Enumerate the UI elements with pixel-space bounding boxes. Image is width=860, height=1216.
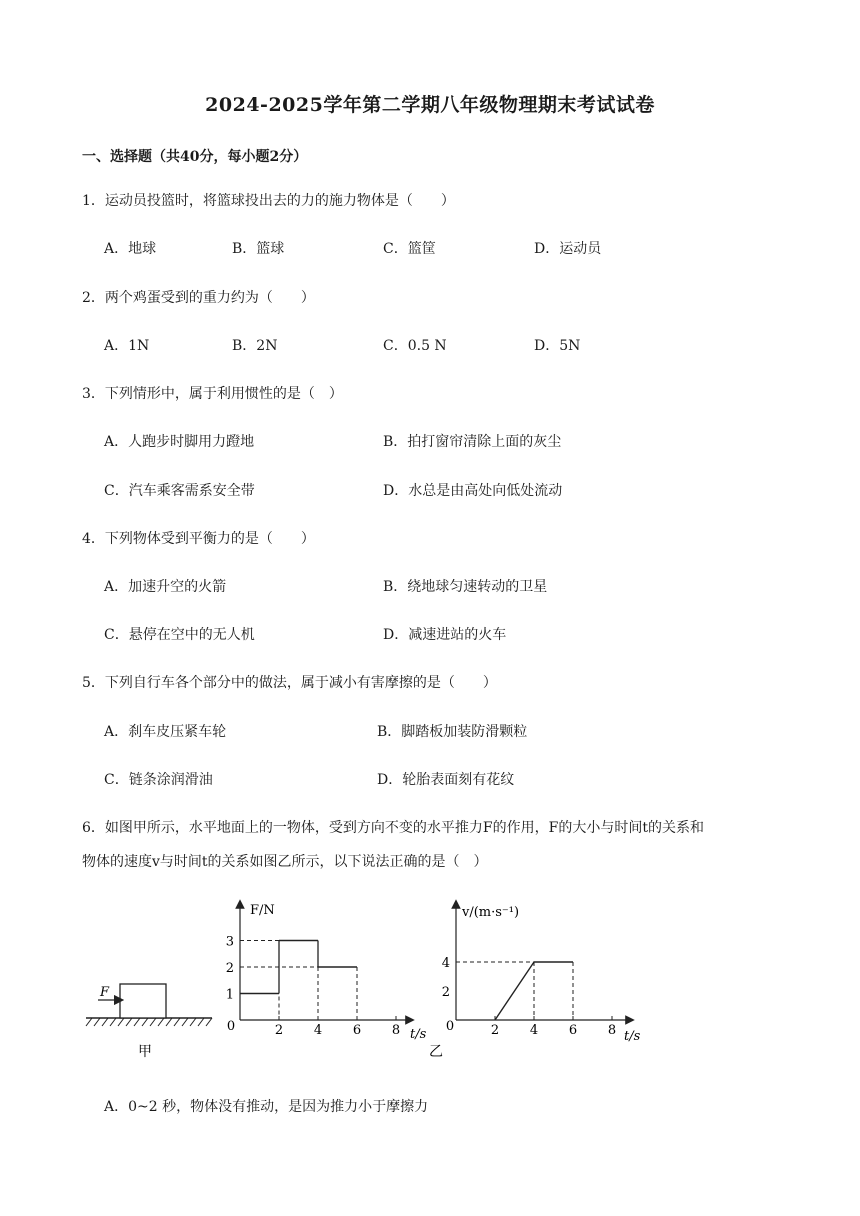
v-origin-label: 0	[445, 1019, 455, 1034]
q2-option-c[interactable]: C．0.5 N	[383, 338, 447, 354]
v-x-tick-4: 4	[529, 1023, 539, 1038]
q1-option-a[interactable]: A．地球	[104, 241, 157, 257]
q5-option-a[interactable]: A．刹车皮压紧车轮	[104, 724, 227, 740]
v-segment-0	[495, 962, 534, 1020]
f-x-tick-8: 8	[391, 1023, 401, 1038]
q5-option-b[interactable]: B．脚踏板加装防滑颗粒	[377, 724, 528, 740]
q3-option-b[interactable]: B．拍打窗帘清除上面的灰尘	[383, 434, 562, 450]
block	[120, 984, 166, 1018]
f-x-tick-6: 6	[352, 1023, 362, 1038]
q2-option-b[interactable]: B．2N	[232, 338, 278, 354]
q4-option-a[interactable]: A．加速升空的火箭	[104, 579, 227, 595]
block-on-ground-diagram	[86, 984, 212, 1060]
question-6-stem-line2: 物体的速度v与时间t的关系如图乙所示，以下说法正确的是（ ）	[82, 854, 488, 870]
f-origin-label: 0	[226, 1019, 236, 1034]
q5-option-c[interactable]: C．链条涂润滑油	[104, 772, 213, 788]
question-4-stem: 4．下列物体受到平衡力的是（ ）	[82, 531, 315, 547]
f-y-tick-3: 3	[225, 934, 234, 950]
v-x-tick-6: 6	[568, 1023, 578, 1038]
question-3-stem: 3．下列情形中，属于利用惯性的是（ ）	[82, 386, 343, 402]
q6-option-a[interactable]: A．0~2 秒，物体没有推动，是因为推力小于摩擦力	[104, 1099, 429, 1115]
v-y-tick-2: 2	[441, 985, 450, 1000]
q1-option-b[interactable]: B．篮球	[232, 241, 285, 257]
f-x-tick-4: 4	[313, 1023, 323, 1038]
section-heading: 一、选择题（共40分，每小题2分）	[82, 149, 308, 165]
figure-label-jia: 甲	[138, 1044, 152, 1060]
force-label: F	[100, 985, 110, 1000]
v-x-axis-label: t/s	[624, 1029, 641, 1044]
question-6-figure	[0, 890, 860, 1070]
q1-option-d[interactable]: D．运动员	[534, 241, 602, 257]
q3-option-d[interactable]: D．水总是由高处向低处流动	[383, 483, 563, 499]
v-x-tick-2: 2	[490, 1023, 500, 1038]
velocity-time-chart	[429, 904, 641, 1060]
q4-option-b[interactable]: B．绕地球匀速转动的卫星	[383, 579, 548, 595]
q4-option-d[interactable]: D．减速进站的火车	[383, 627, 507, 643]
question-6-stem-line1: 6．如图甲所示，水平地面上的一物体，受到方向不变的水平推力F的作用，F的大小与时间t的关系和	[82, 820, 704, 836]
q4-option-c[interactable]: C．悬停在空中的无人机	[104, 627, 255, 643]
f-y-tick-1: 1	[225, 987, 234, 1003]
f-x-axis-label: t/s	[410, 1027, 427, 1042]
q5-option-d[interactable]: D．轮胎表面刻有花纹	[377, 772, 515, 788]
question-5-stem: 5．下列自行车各个部分中的做法，属于减小有害摩擦的是（ ）	[82, 675, 497, 691]
f-y-tick-2: 2	[225, 961, 234, 976]
f-y-axis-label: F/N	[250, 903, 275, 918]
q2-option-d[interactable]: D．5N	[534, 338, 581, 354]
v-y-axis-label: v/(m·s⁻¹)	[462, 905, 520, 920]
q3-option-c[interactable]: C．汽车乘客需系安全带	[104, 483, 255, 499]
force-time-chart	[226, 903, 427, 1042]
question-2-stem: 2．两个鸡蛋受到的重力约为（ ）	[82, 290, 315, 306]
ground-hatching	[86, 1018, 212, 1026]
f-x-tick-2: 2	[274, 1023, 284, 1038]
q3-option-a[interactable]: A．人跑步时脚用力蹬地	[104, 434, 255, 450]
question-1-stem: 1．运动员投篮时，将篮球投出去的力的施力物体是（ ）	[82, 193, 455, 209]
v-y-tick-4: 4	[441, 956, 450, 971]
page-title: 2024-2025学年第二学期八年级物理期末考试试卷	[205, 94, 655, 116]
v-x-tick-8: 8	[607, 1023, 617, 1038]
q1-option-c[interactable]: C．篮筐	[383, 241, 436, 257]
figure-label-yi: 乙	[429, 1044, 443, 1060]
q2-option-a[interactable]: A．1N	[104, 338, 150, 354]
